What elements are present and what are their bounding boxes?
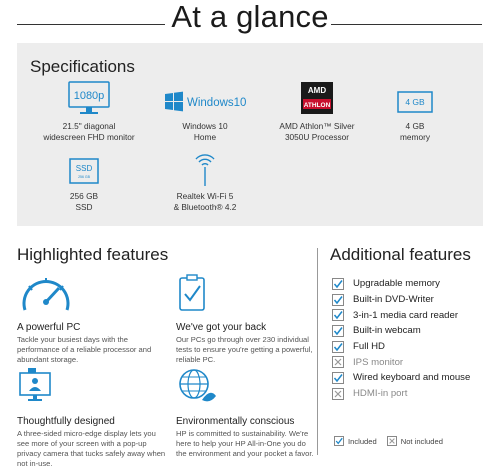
ssd-badge: SSD (75, 164, 93, 173)
checklist-clipboard-icon (176, 272, 236, 320)
amd-badge: AMD (307, 86, 327, 95)
legend-not-included (387, 436, 443, 446)
feature-thoughtfully-designed (17, 366, 167, 469)
check-icon (332, 309, 344, 321)
feature-desc: Our PCs go through over 230 individual tests to ensure you're getting a powerful, reliable PC. (176, 335, 313, 364)
additional-features-list (332, 276, 470, 402)
ssd-sub-badge: 256 GB (78, 175, 90, 179)
specifications-panel (17, 43, 483, 226)
list-item (332, 339, 470, 355)
feature-label: Full HD (353, 341, 385, 353)
spec-monitor-text: 21.5" diagonal widescreen FHD monitor (43, 121, 135, 142)
list-item (332, 276, 470, 292)
wifi-bluetooth-icon (150, 153, 260, 187)
feature-environmentally-conscious (176, 366, 316, 459)
memory-badge: 4 GB (405, 97, 425, 107)
spec-wireless-text: Realtek Wi-Fi 5 & Bluetooth® 4.2 (173, 191, 237, 212)
athlon-badge: ATHLON (303, 102, 331, 109)
feature-label: Built-in webcam (353, 325, 421, 337)
check-icon (332, 278, 344, 290)
feature-title: Environmentally conscious (176, 416, 295, 427)
spec-storage-text: 256 GB SSD (69, 191, 99, 212)
cross-icon (332, 388, 344, 400)
monitor-1080p-icon (34, 83, 144, 117)
feature-title: Thoughtfully designed (17, 416, 115, 427)
page-title: At a glance (171, 0, 329, 34)
cross-icon (387, 436, 397, 446)
privacy-camera-monitor-icon (17, 366, 77, 414)
legend (334, 436, 453, 446)
feature-desc: Tackle your busiest days with the performance of a reliable processor and abundant storage. (17, 335, 152, 364)
feature-got-your-back (176, 272, 316, 365)
list-item (332, 323, 470, 339)
header-rule-right (331, 24, 482, 25)
spec-os-text: Windows 10 Home (182, 121, 228, 142)
globe-leaf-icon (176, 366, 236, 414)
legend-included (334, 436, 377, 446)
spec-monitor (34, 83, 144, 142)
spec-os (150, 83, 260, 142)
section-divider (317, 248, 318, 455)
feature-desc: HP is committed to sustainability. We're here to help your HP All-in-One you do the environment and your pocket a favor. (176, 429, 314, 458)
spec-memory (360, 83, 470, 142)
page-header (0, 0, 500, 42)
list-item (332, 307, 470, 323)
check-icon (332, 341, 344, 353)
check-icon (332, 325, 344, 337)
windows10-logo-icon (150, 83, 260, 117)
feature-label: Built-in DVD-Writer (353, 294, 434, 306)
specifications-title: Specifications (30, 57, 135, 76)
legend-included-label: Included (348, 436, 377, 446)
list-item (332, 292, 470, 308)
spec-wireless (150, 153, 260, 212)
feature-title: A powerful PC (17, 322, 81, 333)
check-icon (332, 294, 344, 306)
windows-badge: Windows10 (187, 97, 247, 109)
legend-not-included-label: Not included (400, 436, 443, 446)
ssd-icon (44, 153, 124, 187)
amd-athlon-chip-icon (262, 83, 372, 117)
check-icon (334, 436, 344, 446)
feature-powerful-pc (17, 272, 167, 365)
list-item (332, 354, 470, 370)
speedometer-icon (17, 272, 77, 320)
spec-processor-text: AMD Athlon™ Silver 3050U Processor (279, 121, 355, 142)
feature-label: Wired keyboard and mouse (353, 372, 471, 384)
list-item (332, 386, 470, 402)
memory-4gb-icon (360, 83, 470, 117)
list-item (332, 370, 470, 386)
feature-label: HDMI-in port (353, 388, 408, 400)
feature-label: 3-in-1 media card reader (353, 309, 459, 321)
spec-processor (262, 83, 372, 142)
feature-desc: A three-sided micro-edge display lets you see more of your screen with a pop-up privacy camera that tucks safely away when not in-use. (17, 429, 166, 468)
check-icon (332, 372, 344, 384)
cross-icon (332, 356, 344, 368)
feature-label: Upgradable memory (353, 278, 440, 290)
highlighted-features-title: Highlighted features (17, 245, 169, 264)
feature-label: IPS monitor (353, 356, 404, 368)
feature-title: We've got your back (176, 322, 267, 333)
additional-features-title: Additional features (330, 245, 471, 264)
spec-memory-text: 4 GB memory (400, 121, 430, 142)
monitor-badge: 1080p (73, 90, 105, 102)
spec-storage (44, 153, 124, 212)
